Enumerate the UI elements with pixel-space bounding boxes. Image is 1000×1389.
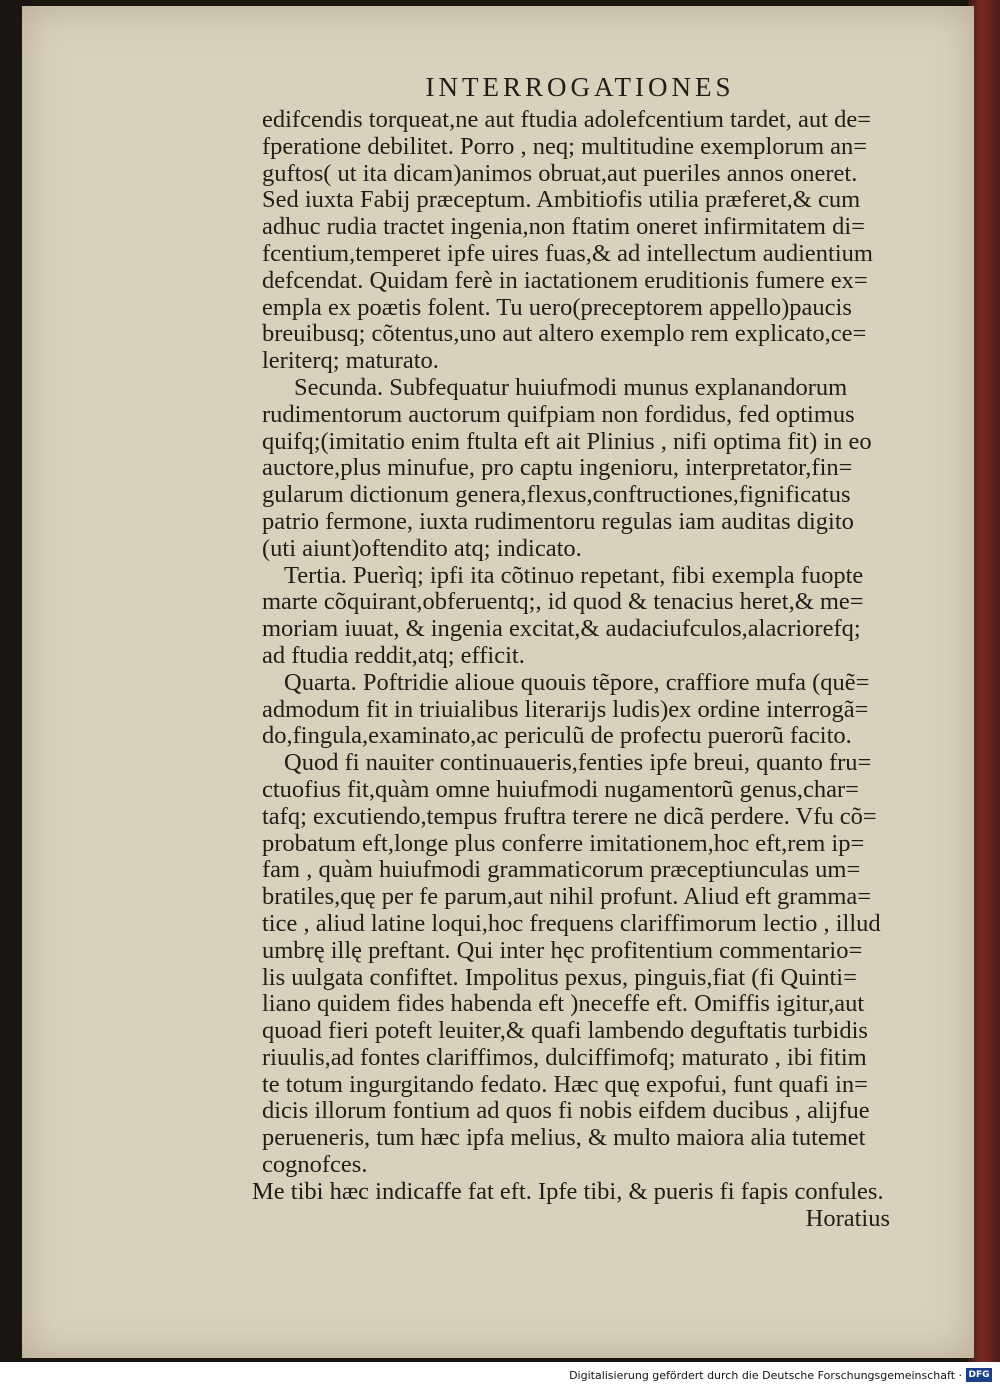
text-line: perueneris, tum hæc ipfa melius, & multo maiora alia tutemet	[262, 1124, 866, 1152]
paragraph-start-quod: Quod fi nauiter continuaueris,fenties ipfe breui, quanto fru=	[284, 749, 872, 777]
text-line: patrio fermone, iuxta rudimentoru regulas iam auditas digito	[262, 507, 854, 535]
text-line: moriam iuuat, & ingenia excitat,& audaciufculos,alacriorefq;	[262, 615, 861, 643]
text-line: cognofces.	[262, 1151, 368, 1179]
text-line: breuibusq; cõtentus,uno aut altero exemplo rem explicato,ce=	[262, 320, 867, 348]
text-line: bratiles,quę per fe parum,aut nihil profunt. Aliud eft gramma=	[262, 883, 872, 911]
text-line: tice , aliud latine loqui,hoc frequens clariffimorum lectio , illud	[262, 909, 881, 937]
text-line: umbrę illę preftant. Qui inter hęc profitentium commentario=	[262, 936, 863, 964]
text-line: fcentium,temperet ipfe uires fuas,& ad intellectum audientium	[262, 239, 873, 267]
text-line: ad ftudia reddit,atq; efficit.	[262, 641, 525, 669]
running-head: INTERROGATIONES	[425, 72, 735, 102]
text-line: leriterq; maturato.	[262, 347, 439, 375]
text-line: probatum eft,longe plus conferre imitationem,hoc eft,rem ip=	[262, 829, 865, 857]
text-line: guftos( ut ita dicam)animos obruat,aut pueriles annos oneret.	[262, 159, 858, 187]
text-line: dicis illorum fontium ad quos fi nobis eifdem ducibus , alijfue	[262, 1097, 870, 1125]
text-line: rudimentorum auctorum quifpiam non fordidus, fed optimus	[262, 400, 855, 428]
catchword: Horatius	[805, 1204, 890, 1232]
text-line: (uti aiunt)oftendito atq; indicato.	[262, 534, 582, 562]
text-line: fam , quàm huiufmodi grammaticorum præceptiunculas um=	[262, 856, 861, 884]
text-line: fperatione debilitet. Porro , neq; multitudine exemplorum an=	[262, 132, 868, 160]
text-line: do,fingula,examinato,ac periculũ de profectu puerorũ facito.	[262, 722, 852, 750]
text-line: te totum ingurgitando fedato. Hæc quę expofui, funt quafi in=	[262, 1070, 869, 1098]
text-line: quoad fieri poteft leuiter,& quafi lambendo deguftatis turbidis	[262, 1017, 868, 1045]
text-line: edifcendis torqueat,ne aut ftudia adolefcentium tardet, aut de=	[262, 106, 872, 133]
text-line: Sed iuxta Fabij præceptum. Ambitiofis utilia præferet,& cum	[262, 186, 861, 214]
text-line: quifq;(imitatio enim ftulta eft ait Plinius , nifi optima fit) in eo	[262, 427, 872, 455]
text-line: defcendat. Quidam ferè in iactationem eruditionis fumere ex=	[262, 266, 868, 294]
digitization-footer	[0, 1362, 1000, 1389]
footer-credit: Digitalisierung gefördert durch die Deutsche Forschungsgemeinschaft ·	[569, 1369, 962, 1382]
text-line: lis uulgata confiftet. Impolitus pexus, pinguis,fiat (fi Quinti=	[262, 963, 857, 991]
text-line: riuulis,ad fontes clariffimos, dulciffimofq; maturato , ibi fitim	[262, 1043, 867, 1071]
text-line: gularum dictionum genera,flexus,conftructiones,fignificatus	[262, 481, 851, 509]
dfg-logo-icon: DFG	[966, 1368, 992, 1382]
text-line: adhuc rudia tractet ingenia,non ftatim oneret infirmitatem di=	[262, 213, 865, 241]
text-line: admodum fit in triuialibus literarijs ludis)ex ordine interrogã=	[262, 695, 869, 723]
text-line: auctore,plus minufue, pro captu ingenioru, interpretator,fin=	[262, 454, 853, 482]
text-line: ctuofius fit,quàm omne huiufmodi nugamentorũ genus,char=	[262, 775, 859, 803]
text-line: liano quidem fides habenda eft )neceffe eft. Omiffis igitur,aut	[262, 990, 865, 1018]
text-line: marte cõquirant,obferuentq;, id quod & tenacius heret,& me=	[262, 588, 864, 616]
paragraph-start-tertia: Tertia. Puerìq; ipfi ita cõtinuo repetant, fibi exempla fuopte	[284, 561, 864, 589]
body-text	[252, 106, 892, 1232]
paragraph-start-quarta: Quarta. Poftridie alioue quouis tẽpore, craffiore mufa (quẽ=	[284, 668, 870, 696]
text-line: empla ex poætis folent. Tu uero(preceptorem appello)paucis	[262, 293, 852, 321]
text-line: tafq; excutiendo,tempus fruftra terere ne dicã perdere. Vfu cõ=	[262, 802, 877, 830]
paragraph-start-secunda: Secunda. Subfequatur huiufmodi munus explanandorum	[294, 373, 848, 401]
closing-verse: Me tibi hæc indicaffe fat eft. Ipfe tibi, & pueris fi fapis confules.	[252, 1177, 884, 1205]
